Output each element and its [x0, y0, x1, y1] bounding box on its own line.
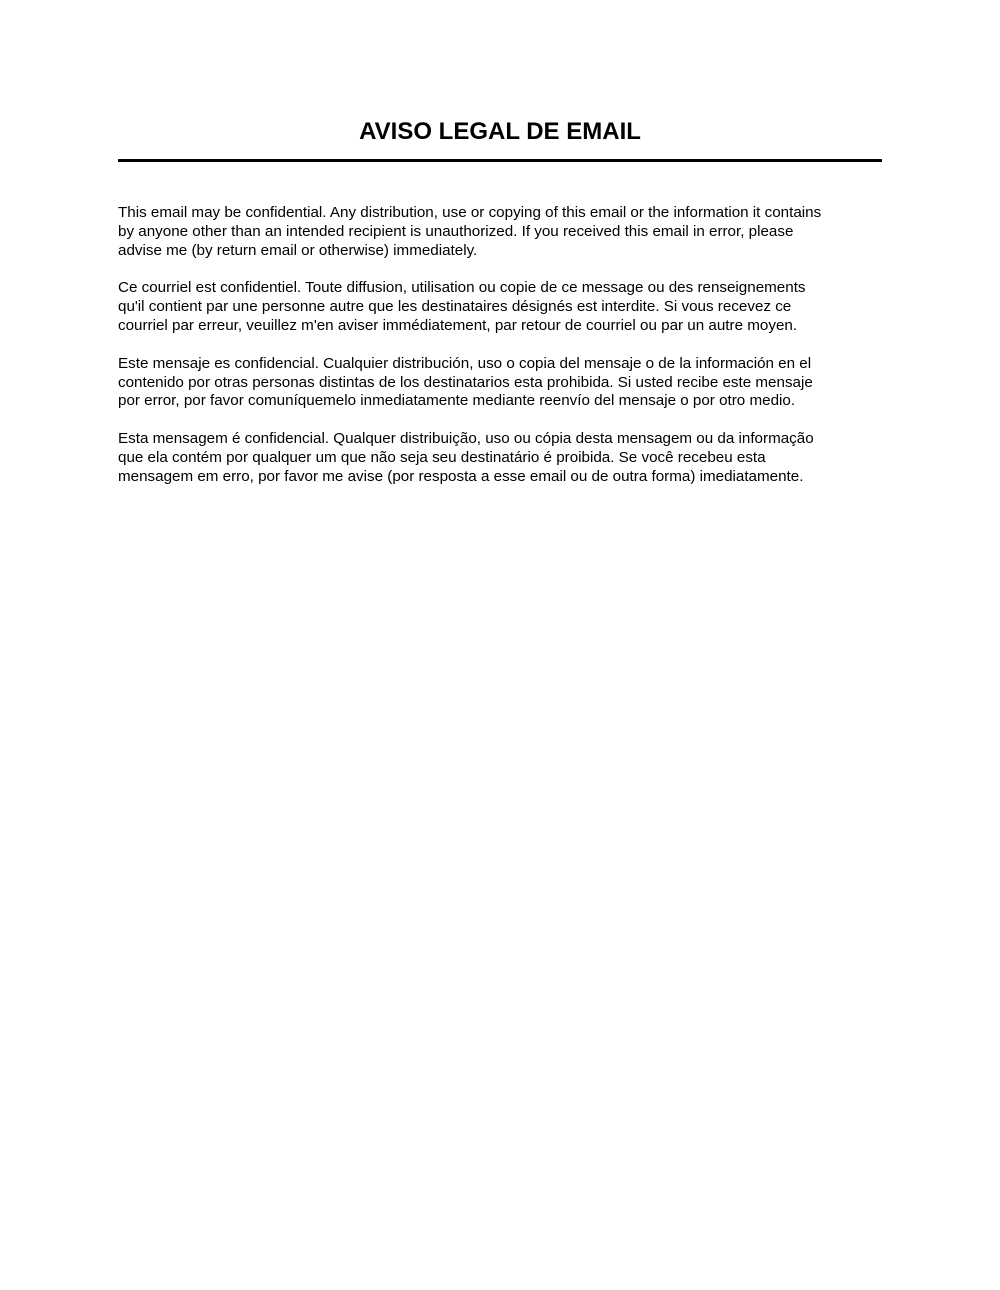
document-title: AVISO LEGAL DE EMAIL	[359, 118, 641, 145]
document-body	[118, 204, 888, 506]
paragraph-french: Ce courriel est confidentiel. Toute diffusion, utilisation ou copie de ce message ou des renseignements qu'il contient par une personne autre que les destinataires désignés est interdite. Si vous recevez ce courriel par erreur, veuillez m'en aviser immédiatement, par retour de courriel ou par un autre moyen.	[118, 279, 806, 334]
paragraph-english: This email may be confidential. Any distribution, use or copying of this email or the information it contains by anyone other than an intended recipient is unauthorized. If you received this email in error, please advise me (by return email or otherwise) immediately.	[118, 204, 822, 259]
paragraph-spanish: Este mensaje es confidencial. Cualquier distribución, uso o copia del mensaje o de la información en el contenido por otras personas distintas de los destinatarios esta prohibida. Si usted recibe este mensaje por error, por favor comuníquemelo inmediatamente mediante reenvío del mensaje o por otro medio.	[118, 354, 813, 410]
title-divider	[118, 159, 882, 162]
paragraph-portuguese: Esta mensagem é confidencial. Qualquer distribuição, uso ou cópia desta mensagem ou da informação que ela contém por qualquer um que não seja seu destinatário é proibida. Se você recebeu esta mensagem em erro, por favor me avise (por resposta a esse email ou de outra forma) imediatamente.	[118, 430, 814, 485]
